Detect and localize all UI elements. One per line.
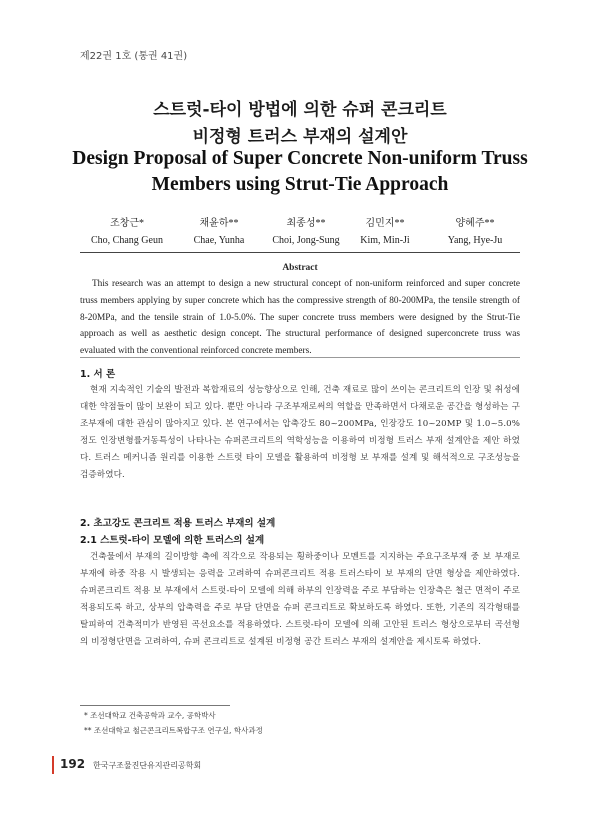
- abstract-bottom-rule: [80, 357, 520, 358]
- author-name-en: Yang, Hye-Ju: [447, 235, 503, 246]
- journal-name-footer: 한국구조물진단유지관리공학회: [93, 761, 202, 770]
- section-1-heading: 1. 서 론: [80, 369, 116, 380]
- title-korean-line1: 스트럿-타이 방법에 의한 슈퍼 콘크리트: [153, 100, 447, 120]
- page-number: 192: [60, 757, 86, 771]
- journal-volume-header: 제22권 1호 (통권 41권): [80, 51, 188, 62]
- footnote-2: ** 조선대학교 철근콘크리트복합구조 연구실, 학사과정: [84, 726, 263, 735]
- author-name-en: Cho, Chang Geun: [91, 235, 163, 246]
- author-name-ko: 양혜주**: [455, 218, 495, 229]
- author-name-ko: 최종성**: [286, 218, 326, 229]
- title-english-line1: Design Proposal of Super Concrete Non-uniform Truss: [72, 148, 528, 169]
- abstract-text: This research was an attempt to design a new structural concept of non-uniform reinforced and super concrete truss members applying by super concrete which has the compressive strength of 80-200MPa, the tensile strength of 8-20MPa, and the tensile strain of 1.0-5.0%. The super concrete truss members were designed by the Strut-Tie approach as well as aesthetic design concept. The structural performance of designed superconcrete truss was evaluated with the conventional reinforced concrete members.: [80, 279, 520, 357]
- author-name-en: Choi, Jong-Sung: [272, 235, 340, 246]
- author-name-ko: 조창근*: [110, 218, 144, 229]
- section-2-1-heading: 2.1 스트럿-타이 모델에 의한 트러스의 설계: [80, 535, 265, 546]
- section-2-1-body: 건축물에서 부재의 길이방향 축에 직각으로 작용되는 횡하중이나 모멘트를 지지하는 주요구조부재 중 보 부재로 부재에 하중 작용 시 발생되는 응력을 고려하여 슈퍼콘크리트 적용 트러스타이 보 부재의 단면 형상을 제안하였다. 슈퍼콘크리트 적용 보 부재에서 스트럿-타이 모델에 의해 하부의 인장력을 주로 부담하는 인장측은 철근 면적이 주로 적용되도록 하고, 상부의 압축력을 주로 부담 단면을 슈퍼 콘크리트로 확보하도록 하였다. 또한, 기존의 직각형태를 탈피하여 건축적미가 반영된 곡선요소를 적용하였다. 스트럿-타이 모델에 의해 고안된 트러스 형상으로부터 곡선형의 비정형단면을 고려하여, 슈퍼 콘크리트로 설계된 비정형 공간 트러스 부재의 설계안을 제시토록 하였다.: [80, 552, 520, 648]
- author-name-en: Chae, Yunha: [193, 235, 245, 246]
- section-2-heading: 2. 초고강도 콘크리트 적용 트러스 부재의 설계: [80, 518, 276, 529]
- title-english-line2: Members using Strut-Tie Approach: [151, 174, 449, 195]
- title-korean-line2: 비정형 트러스 부재의 설계안: [192, 127, 408, 147]
- author-name-ko: 김민지**: [365, 218, 405, 229]
- author-5: [415, 214, 535, 246]
- author-name-en: Kim, Min-Ji: [360, 235, 410, 246]
- footnote-rule: [80, 705, 230, 706]
- abstract-top-rule: [80, 252, 520, 253]
- footnote-1: * 조선대학교 건축공학과 교수, 공학박사: [84, 711, 216, 720]
- section-1-body: 현재 지속적인 기술의 발전과 복합재료의 성능향상으로 인해, 건축 재료로 많이 쓰이는 콘크리트의 인장 및 취성에 대한 약점들이 많이 보완이 되고 있다. 뿐만 아니라 구조부재로써의 역할을 만족하면서 다채로운 공간을 형성하는 구조부재에 대한 관심이 많아지고 있다. 본 연구에서는 압축강도 80~200MPa, 인장강도 10~20MP 및 1.0~5.0%정도 인장변형률거동특성이 나타나는 슈퍼콘크리트의 역학성능을 이용하여 비정형 트러스 부재 설계안을 제안 하였다. 트러스 메커니즘 원리를 이용한 스트럿 타이 모델을 활용하여 비정형 보 부재를 설계 및 해석적으로 구조성능을 검증하였다.: [80, 385, 520, 481]
- author-name-ko: 채윤하**: [199, 218, 239, 229]
- abstract-heading: Abstract: [282, 263, 318, 273]
- page-accent-bar: [52, 756, 54, 774]
